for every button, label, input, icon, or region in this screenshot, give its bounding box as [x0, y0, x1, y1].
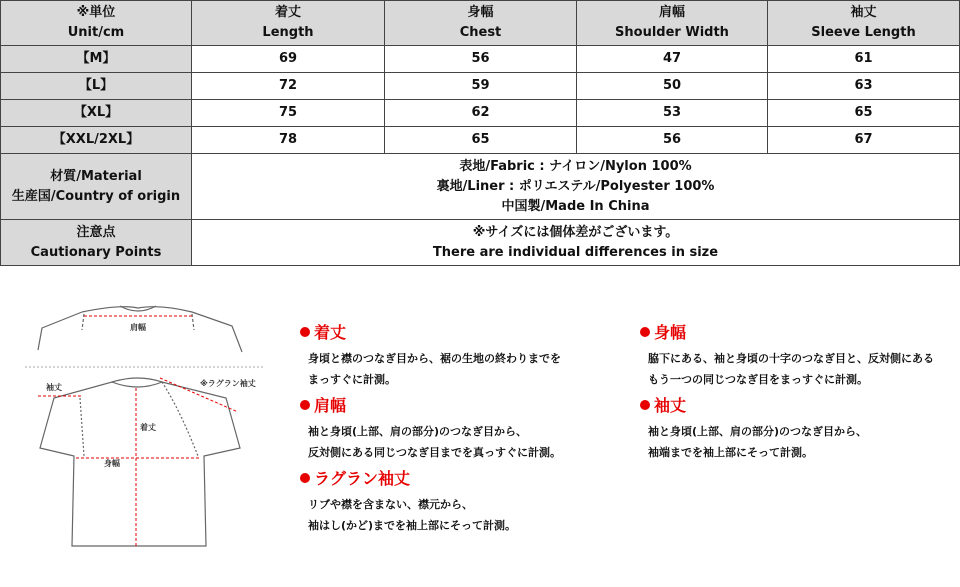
cell-chest: 62	[385, 100, 577, 127]
cell-sleeve: 67	[768, 127, 960, 154]
note-shoulder: 肩幅 袖と身頃(上部、肩の部分)のつなぎ目から、 反対側にある同じつなぎ目までを真っすぐに計測。	[300, 395, 561, 463]
bullet-icon	[300, 327, 310, 337]
material-value: 表地/Fabric : ナイロン/Nylon 100% 裏地/Liner : ポリエステル/Polyester 100% 中国製/Made In China	[192, 154, 960, 220]
bullet-icon	[640, 400, 650, 410]
note-sleeve: 袖丈 袖と身頃(上部、肩の部分)のつなぎ目から、 袖端までを袖上部にそって計測。	[640, 395, 867, 463]
table-row	[1, 100, 960, 127]
table-row	[1, 127, 960, 154]
table-row	[1, 73, 960, 100]
col-sleeve-header: 袖丈 Sleeve Length	[768, 1, 960, 46]
sleeve-label: 袖丈	[46, 383, 62, 392]
garment-top-outline	[82, 307, 242, 352]
cell-length: 69	[192, 46, 385, 73]
caution-label: 注意点 Cautionary Points	[1, 220, 192, 266]
size-label: 【L】	[1, 73, 192, 100]
cell-shoulder: 47	[577, 46, 768, 73]
cell-shoulder: 50	[577, 73, 768, 100]
col-length-header: 着丈 Length	[192, 1, 385, 46]
cell-sleeve: 63	[768, 73, 960, 100]
col-shoulder-header: 肩幅 Shoulder Width	[577, 1, 768, 46]
caution-value: ※サイズには個体差がございます。 There are individual differences in size	[192, 220, 960, 266]
cell-shoulder: 56	[577, 127, 768, 154]
table-row	[1, 46, 960, 73]
cell-length: 75	[192, 100, 385, 127]
size-label: 【M】	[1, 46, 192, 73]
note-length: 着丈 身頃と襟のつなぎ目から、裾の生地の終わりまでを まっすぐに計測。	[300, 322, 561, 390]
shoulder-label: 肩幅	[130, 323, 146, 332]
cell-sleeve: 61	[768, 46, 960, 73]
cell-chest: 65	[385, 127, 577, 154]
garment-outline	[40, 382, 240, 546]
header-row	[1, 1, 960, 46]
measurement-diagram	[20, 300, 270, 550]
cell-shoulder: 53	[577, 100, 768, 127]
material-label: 材質/Material 生産国/Country of origin	[1, 154, 192, 220]
note-chest: 身幅 脇下にある、袖と身頃の十字のつなぎ目と、反対側にある もう一つの同じつなぎ目をまっすぐに計測。	[640, 322, 934, 390]
raglan-label: ※ラグラン袖丈	[200, 379, 256, 388]
size-label: 【XL】	[1, 100, 192, 127]
chest-label: 身幅	[104, 459, 120, 468]
cell-sleeve: 65	[768, 100, 960, 127]
cell-length: 72	[192, 73, 385, 100]
cell-chest: 59	[385, 73, 577, 100]
unit-header: ※単位 Unit/cm	[1, 1, 192, 46]
caution-row	[1, 220, 960, 266]
size-table	[0, 0, 960, 266]
bullet-icon	[300, 400, 310, 410]
bullet-icon	[640, 327, 650, 337]
size-label: 【XXL/2XL】	[1, 127, 192, 154]
material-row	[1, 154, 960, 220]
cell-length: 78	[192, 127, 385, 154]
bullet-icon	[300, 473, 310, 483]
note-raglan: ラグラン袖丈 リブや襟を含まない、襟元から、 袖はし(かど)までを袖上部にそって計測。	[300, 468, 516, 536]
length-label: 着丈	[140, 423, 156, 432]
cell-chest: 56	[385, 46, 577, 73]
col-chest-header: 身幅 Chest	[385, 1, 577, 46]
